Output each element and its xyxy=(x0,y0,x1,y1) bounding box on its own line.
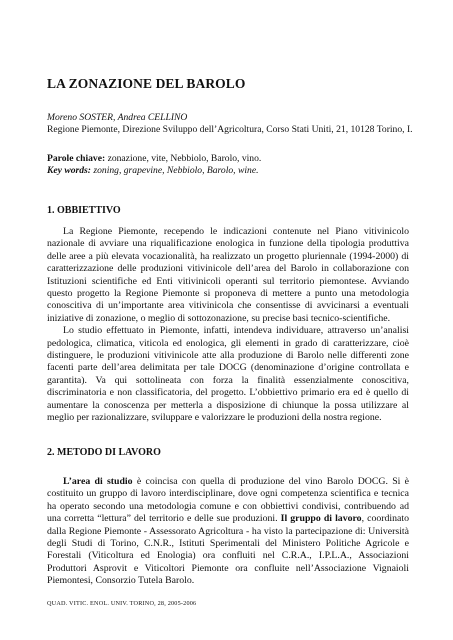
journal-footer: QUAD. VITIC. ENOL. UNIV. TORINO, 28, 2005-2006 xyxy=(47,600,197,607)
paragraph-text: , coordinato dalla Regione Piemonte - Assessorato Agricoltura - ha visto la partecipazione di: Università degli Studi di Torino, C.N.R., Istituti Sperimentali del Ministero Politiche Agricole e Forestali (Viticoltura ed Enologia) ora confluiti nel C.R.A., I.P.L.A., Associazioni Produttori Asprovit e Viticoltori Piemonte ora confluite nell’Associazione Vignaioli Piemontesi, Consorzio Tutela Barolo. xyxy=(47,513,410,587)
keywords-italian-label: Parole chiave: xyxy=(47,153,106,164)
keywords-italian xyxy=(47,153,261,164)
bold-lead: L’area di studio xyxy=(63,476,133,487)
affiliation: Regione Piemonte, Direzione Sviluppo dell’Agricoltura, Corso Stati Uniti, 21, 10128 Torino, I. xyxy=(47,124,413,135)
keywords-english xyxy=(47,165,259,176)
paragraph: Lo studio effettuato in Piemonte, infatti, intendeva individuare, attraverso un’analisi pedologica, climatica, viticola ed enologica, gli elementi in grado di caratterizzare, cioè distinguere, le produzioni vitivinicole atte alla produzione di Barolo nelle differenti zone facenti parte dell’area delimitata per tale DOCG (denominazione d’origine controllata e garantita). Va qui sottolineata con forza la finalità essenzialmente conoscitiva, discriminatoria e non classificatoria, del progetto. L’obbiettivo primario era ed è quello di aumentare la conoscenza per metterla a disposizione di chiunque la possa utilizzare al meglio per razionalizzare, sviluppare e valorizzare le produzioni della nostra regione. xyxy=(47,325,409,424)
keywords-italian-text: zonazione, vite, Nebbiolo, Barolo, vino. xyxy=(105,153,262,164)
section-body-obbiettivo xyxy=(47,226,409,425)
paragraph xyxy=(47,476,409,588)
section-heading-obbiettivo: 1. OBBIETTIVO xyxy=(47,205,121,216)
paragraph-text: è coincisa con quella di produzione del vino Barolo DOCG. Si è costituito un gruppo di lavoro interdisciplinare, dove ogni competenza scientifica e tecnica ha operato secondo una metodologia comune e con obbiettivi condivisi, contribuendo ad una corretta “lettura” del territorio e delle sue produzioni. xyxy=(47,476,409,525)
paper-title: LA ZONAZIONE DEL BAROLO xyxy=(47,76,246,91)
section-heading-metodo: 2. METODO DI LAVORO xyxy=(47,447,161,458)
paragraph: La Regione Piemonte, recependo le indicazioni contenute nel Piano vitivinicolo nazionale di avviare una riqualificazione enologica in funzione della tipologia produttiva delle aree a più elevata vocazionalità, ha realizzato un progetto pluriennale (1994-2000) di caratterizzazione delle produzioni vitivinicole dell’area del Barolo in collaborazione con Istituzioni scientifiche ed Enti vitivinicoli operanti sul territorio piemontese. Avviando questo progetto la Regione Piemonte si proponeva di mettere a punto una metodologia conoscitiva di un’importante area vitivinicola che consentisse di avvicinarsi a eventuali iniziative di zonazione, o meglio di sottozonazione, su precise basi tecnico-scientifiche. xyxy=(47,226,409,324)
authors: Moreno SOSTER, Andrea CELLINO xyxy=(47,112,188,123)
bold-lead: Il gruppo di lavoro xyxy=(280,513,362,525)
section-body-metodo xyxy=(47,476,409,588)
keywords-english-label: Key words: xyxy=(47,165,91,176)
keywords-english-text: zoning, grapevine, Nebbiolo, Barolo, wine. xyxy=(90,165,259,176)
